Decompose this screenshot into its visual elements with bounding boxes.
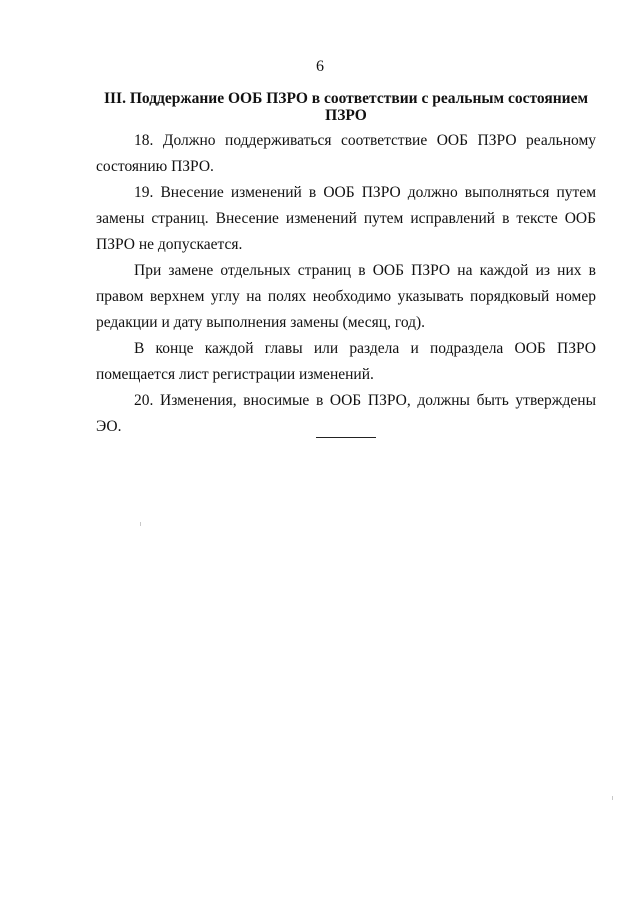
end-rule: [316, 437, 376, 438]
scan-speck: [140, 522, 141, 526]
body-text: [96, 128, 596, 440]
paragraph-18: 18. Должно поддерживаться соответствие ООБ ПЗРО реальному состоянию ПЗРО.: [96, 132, 596, 175]
paragraph-19: 19. Внесение изменений в ООБ ПЗРО должно выполняться путем замены страниц. Внесение изменений путем исправлений в тексте ООБ ПЗРО не допускается.: [96, 184, 596, 253]
section-title: III. Поддержание ООБ ПЗРО в соответствии с реальным состоянием ПЗРО: [103, 90, 589, 124]
paragraph-page-replacement: При замене отдельных страниц в ООБ ПЗРО на каждой из них в правом верхнем углу на полях необходимо указывать порядковый номер редакции и дату выполнения замены (месяц, год).: [96, 262, 596, 331]
page-number: 6: [316, 58, 324, 75]
paragraph-20: 20. Изменения, вносимые в ООБ ПЗРО, должны быть утверждены ЭО.: [96, 392, 596, 435]
scan-speck: [612, 796, 613, 800]
paragraph-change-log: В конце каждой главы или раздела и подраздела ООБ ПЗРО помещается лист регистрации изменений.: [96, 340, 596, 383]
